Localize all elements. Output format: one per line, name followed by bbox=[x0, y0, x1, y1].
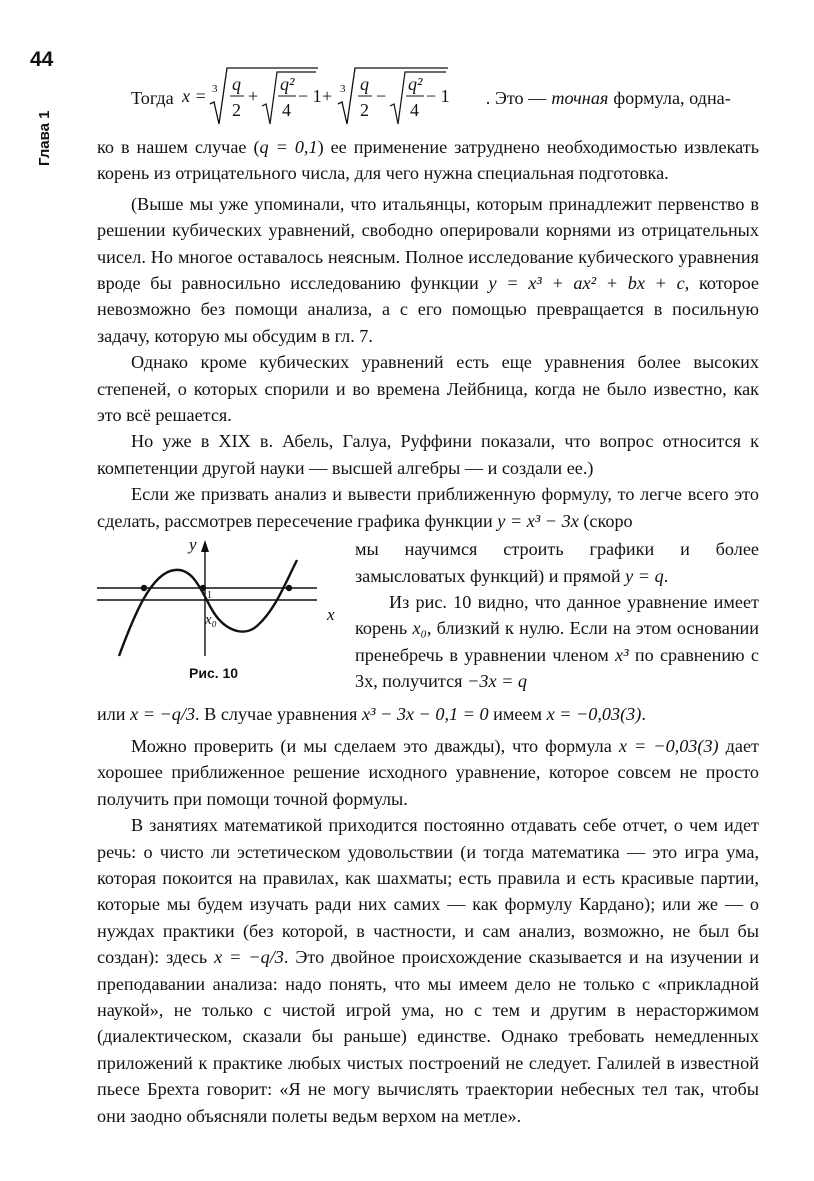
paragraph-8: В занятиях математикой приходится постоянно отдавать себе отчет, о чем идет речь: о чисто ли эстетическом удовольствии (и тогда математика — это игра ума, которая покоится на правилах, как шахматы; есть правила и есть красивые партии, которые мы будем изучать ради них самих — как формулу Кардано); или же — о нуждах практики (без которой, в частности, и сам анализ, возможно, не был бы создан): здесь x = −q/3. Это двойное происхождение сказывается и на изучении и преподавании анализа: надо понять, что мы имеем дело не только с «прикладной наукой», не только с чистой игрой ума, но с тем и другим в нерасторжимом (диалектическом, сказали бы раньше) единстве. Однако требовать немедленных приложений к практике любых чистых построений не следует. Галилей в известной пьесе Брехта говорит: «Я не могу вычислять траектории небесных тел так, чтобы они заодно объясняли полеты ведьм верхом на метле». bbox=[97, 815, 759, 1126]
intersection-point-middle bbox=[200, 585, 206, 591]
line-formula: y = q bbox=[625, 565, 664, 586]
text-formula-odna: формула, одна- bbox=[613, 87, 731, 108]
cubic-curve bbox=[119, 560, 297, 656]
formula-x-eq: x = bbox=[181, 86, 207, 106]
chapter-label: Глава 1 bbox=[36, 110, 53, 166]
plus-outer: + bbox=[321, 86, 332, 106]
figure-10 bbox=[97, 536, 355, 684]
paragraph-2: (Выше мы уже упоминали, что итальянцы, которым принадлежит первенство в решении кубических уравнений, свободно оперировали корнями из отрицательных чисел. Но многое оставалось неясным. Полное исследование кубического уравнения вроде бы равносильно исследованию функции y = x³ + ax² + bx + c, которое невозможно без помощи анализа, а с его помощью превращается в посильную задачу, которую мы обсудим в гл. 7. bbox=[97, 193, 759, 346]
paragraph-1-cont: ко в нашем случае (q = 0,1) ее применение затруднено необходимостью извлекать корень из отрицательного числа, для чего нужна специальная подготовка. bbox=[97, 137, 759, 184]
intersection-point-right bbox=[286, 585, 292, 591]
term-x3: x³ bbox=[615, 644, 629, 665]
figure-block bbox=[97, 536, 759, 694]
frac2-den: 4 bbox=[281, 100, 291, 120]
page-content bbox=[97, 62, 759, 1129]
equation-numeric: x³ − 3x − 0,1 = 0 bbox=[361, 703, 489, 724]
figure-side-text bbox=[355, 536, 759, 694]
frac1-num: q bbox=[231, 74, 241, 94]
frac2-num: q² bbox=[279, 74, 295, 94]
paragraph-4: Но уже в XIX в. Абель, Галуа, Руффини показали, что вопрос относится к компетенции другой науки — высшей алгебры — и создали ее.) bbox=[97, 431, 759, 478]
text-togda: Тогда bbox=[131, 87, 174, 108]
frac3-den: 2 bbox=[359, 100, 369, 120]
minus-one-2: − 1 bbox=[425, 86, 450, 106]
text-eto: . Это — bbox=[485, 87, 547, 108]
paragraph-3: Однако кроме кубических уравнений есть еще уравнения более высоких степеней, о которых спорили и во времена Лейбница, когда не было известно, как это всё решается. bbox=[97, 352, 759, 426]
root-x0: x₀ bbox=[412, 618, 427, 639]
frac4-num: q² bbox=[407, 74, 423, 94]
paragraph-5: Если же призвать анализ и вывести приближенную формулу, то легче всего это сделать, рассмотрев пересечение графика функции y = x³ − 3x (скоро bbox=[97, 484, 759, 531]
minus-one-1: − 1 bbox=[297, 86, 322, 106]
approx-equation: −3x = q bbox=[467, 671, 527, 692]
root-index-1: 3 bbox=[211, 83, 218, 95]
side-paragraph-1: мы научимся строить графики и более замысловатых функций) и прямой y = q. bbox=[355, 539, 759, 586]
paragraph-7: Можно проверить (и мы сделаем это дважды), что формула x = −0,03(3) дает хорошее приближенное решение исходного уравнение, которое совсем не просто получить при помощи точной формулы. bbox=[97, 735, 760, 809]
intersection-point-left bbox=[141, 585, 147, 591]
plus-inner-1: + bbox=[247, 86, 258, 106]
page-number: 44 bbox=[30, 48, 54, 71]
frac1-den: 2 bbox=[231, 100, 241, 120]
frac3-num: q bbox=[359, 74, 369, 94]
y-axis-arrow bbox=[201, 540, 209, 552]
axis-label-y: y bbox=[189, 538, 197, 555]
formula-x-minus-q3: x = −q/3 bbox=[130, 703, 196, 724]
numeric-root: x = −0,03(3) bbox=[546, 703, 642, 724]
axis-label-x: x bbox=[327, 605, 335, 625]
function-formula: y = x³ − 3x bbox=[497, 510, 579, 531]
root-label-x0: x₀ bbox=[205, 612, 217, 629]
text-emph-tochnaya: точная bbox=[551, 87, 609, 108]
q-value: q = 0,1 bbox=[259, 137, 318, 157]
paragraph-6: или x = −q/3. В случае уравнения x³ − 3x − 0,1 = 0 имеем x = −0,03(3). bbox=[97, 703, 646, 724]
formula-x-minus-q3-2: x = −q/3 bbox=[214, 947, 284, 968]
formula-numeric-root: x = −0,03(3) bbox=[618, 735, 719, 756]
chapter-label-wrap bbox=[36, 96, 56, 166]
figure-10-graph bbox=[93, 538, 343, 660]
cardano-formula-line bbox=[131, 62, 759, 134]
figure-caption: Рис. 10 bbox=[189, 665, 239, 682]
cubic-function-formula: y = x³ + ax² + bx + c bbox=[488, 273, 685, 294]
cardano-formula bbox=[182, 62, 482, 134]
side-paragraph-2: Из рис. 10 видно, что данное уравнение имеет корень x₀, близкий к нулю. Если на этом основании пренебречь в уравнении членом x³ по сравнению с 3x, получится −3x = q bbox=[355, 591, 760, 692]
frac4-den: 4 bbox=[409, 100, 419, 120]
tick-label-1: 1 bbox=[207, 590, 212, 602]
root-index-2: 3 bbox=[339, 83, 346, 95]
minus-inner: − bbox=[375, 86, 386, 106]
